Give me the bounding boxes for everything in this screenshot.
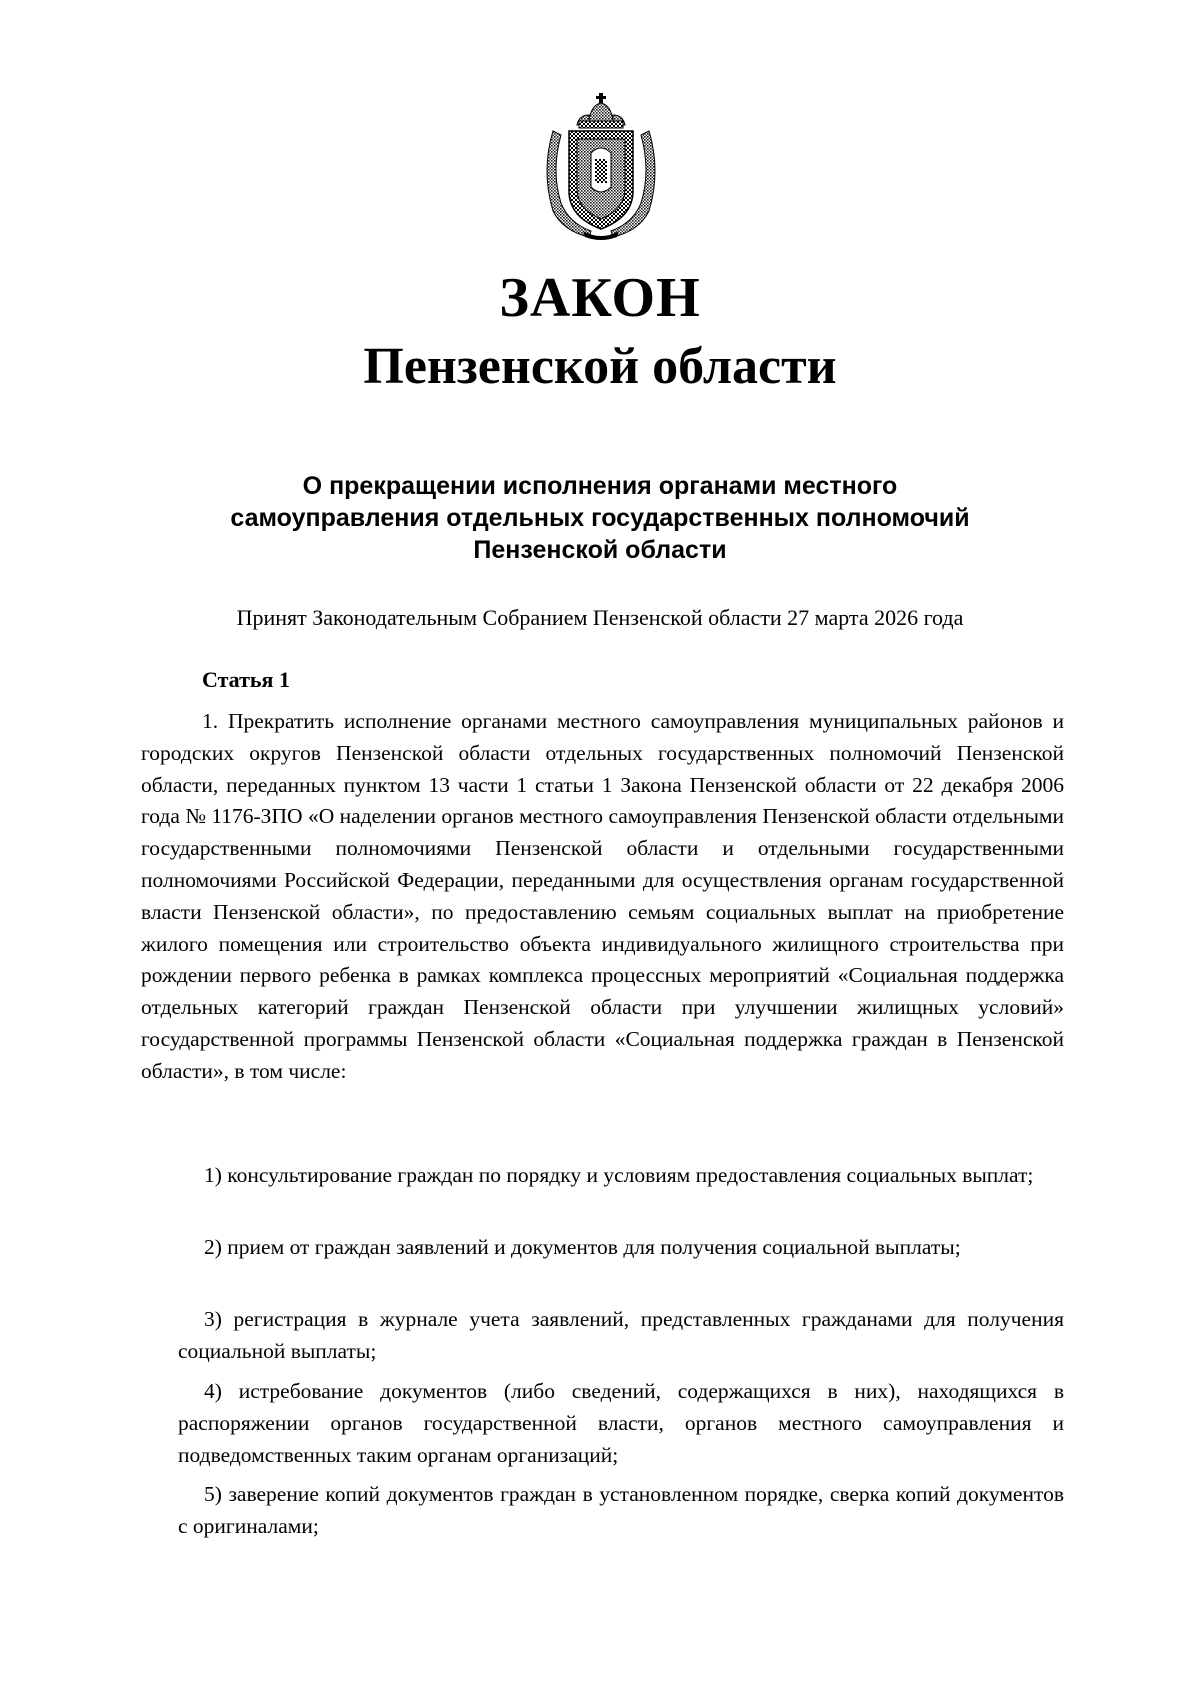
list-item: 3) регистрация в журнале учета заявлений, представленных гражданами для получения социальной выплаты; [178, 1307, 1064, 1363]
adoption-note: Принят Законодательным Собранием Пензенской области 27 марта 2026 года [236, 605, 964, 630]
law-region-title: Пензенской области [363, 338, 837, 395]
law-subject [100, 470, 1100, 566]
list-item: 4) истребование документов (либо сведений, содержащихся в них), находящихся в распоряжении органов государственной власти, органов местного самоуправления и подведомственных таким органам организаций; [178, 1379, 1064, 1467]
coat-of-arms-icon [539, 91, 663, 241]
law-subject-line: самоуправления отдельных государственных полномочий [230, 504, 970, 532]
article-heading: Статья 1 [202, 667, 290, 692]
list-item: 2) прием от граждан заявлений и документов для получения социальной выплаты; [204, 1235, 961, 1259]
law-subject-line: Пензенской области [473, 536, 727, 564]
law-title: ЗАКОН [499, 267, 701, 329]
list-item: 5) заверение копий документов граждан в установленном порядке, сверка копий документов с оригиналами; [178, 1482, 1064, 1538]
list-item: 1) консультирование граждан по порядку и условиям предоставления социальных выплат; [204, 1163, 1034, 1187]
article-paragraph: 1. Прекратить исполнение органами местного самоуправления муниципальных районов и городских округов Пензенской области отдельных государственных полномочий Пензенской области, переданных пунктом 13 части 1 статьи 1 Закона Пензенской области от 22 декабря 2006 года № 1176-ЗПО «О наделении органов местного самоуправления Пензенской области отдельными государственными полномочиями Пензенской области и отдельными государственными полномочиями Российской Федерации, переданными для осуществления органам государственной власти Пензенской области», по предоставлению семьям социальных выплат на приобретение жилого помещения или строительство объекта индивидуального жилищного строительства при рождении первого ребенка в рамках комплекса процессных мероприятий «Социальная поддержка отдельных категорий граждан Пензенской области при улучшении жилищных условий» государственной программы Пензенской области «Социальная поддержка граждан в Пензенской области», в том числе: [141, 709, 1064, 1083]
law-subject-line: О прекращении исполнения органами местного [302, 472, 898, 500]
